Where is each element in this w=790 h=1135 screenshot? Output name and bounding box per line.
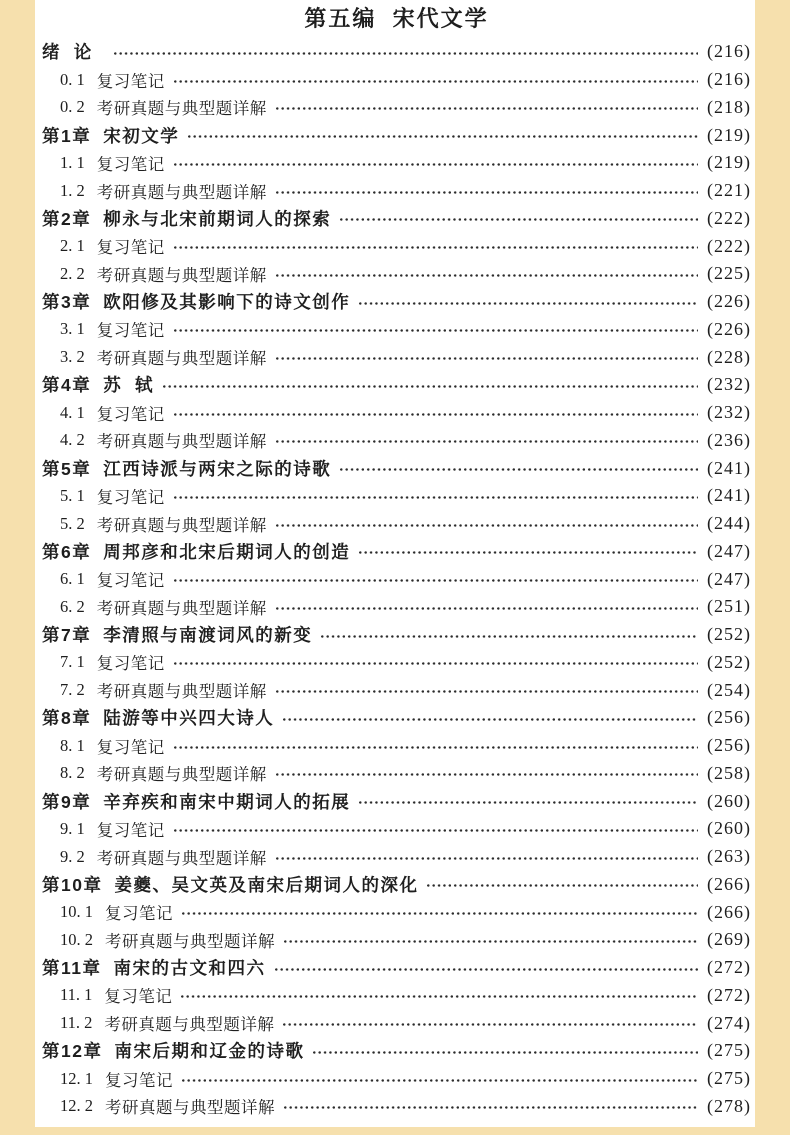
entry-page-number: (222) <box>707 235 751 256</box>
entry-number: 第5章 <box>42 458 92 479</box>
toc-row-chapter <box>42 38 751 66</box>
entry-title: 考研真题与典型题详解 <box>96 682 267 702</box>
dot-leader <box>276 857 698 860</box>
dot-leader <box>321 635 698 638</box>
dot-leader <box>276 773 698 776</box>
toc-row-section <box>42 399 751 427</box>
entry-number: 第9章 <box>42 791 92 812</box>
entry-title: 考研真题与典型题详解 <box>96 515 267 535</box>
toc-row-chapter <box>42 1037 751 1065</box>
entry-number: 第7章 <box>42 625 92 646</box>
toc-row-section <box>42 676 751 704</box>
entry-page-number: (260) <box>707 790 751 811</box>
page-edge-left <box>0 0 35 1135</box>
toc-row-section <box>42 94 751 122</box>
entry-page-number: (251) <box>707 596 751 617</box>
entry-page-number: (241) <box>707 457 751 478</box>
entry-number: 11. 1 <box>60 985 93 1005</box>
dot-leader <box>174 829 698 832</box>
dot-leader <box>174 80 698 83</box>
entry-page-number: (241) <box>707 485 751 506</box>
dot-leader <box>174 496 698 499</box>
entry-title: 复习笔记 <box>96 487 165 507</box>
dot-leader <box>174 163 698 166</box>
toc-row-section <box>42 593 751 621</box>
entry-page-number: (278) <box>707 1095 751 1116</box>
entry-page-number: (219) <box>707 152 751 173</box>
entry-number: 12. 1 <box>60 1068 93 1088</box>
toc-row-section <box>42 898 751 926</box>
dot-leader <box>174 579 698 582</box>
entry-page-number: (236) <box>707 429 751 450</box>
toc-row-section <box>42 1093 751 1121</box>
entry-title: 辛弃疾和南宋中期词人的拓展 <box>103 791 351 812</box>
toc-row-section <box>42 260 751 288</box>
entry-number: 1. 1 <box>60 152 85 172</box>
entry-number: 6. 2 <box>60 596 85 616</box>
dot-leader <box>359 801 698 804</box>
entry-title: 考研真题与典型题详解 <box>96 432 267 452</box>
entry-page-number: (272) <box>707 957 751 978</box>
entry-title: 复习笔记 <box>96 404 165 424</box>
entry-number: 第3章 <box>42 292 92 313</box>
part-title: 第五编 宋代文学 <box>304 6 489 31</box>
dot-leader <box>276 274 698 277</box>
entry-number: 5. 2 <box>60 513 85 533</box>
toc-row-chapter <box>42 954 751 982</box>
entry-title: 考研真题与典型题详解 <box>96 99 267 119</box>
toc-row-chapter <box>42 121 751 149</box>
entry-title: 复习笔记 <box>96 820 165 840</box>
entry-page-number: (266) <box>707 901 751 922</box>
entry-page-number: (225) <box>707 263 751 284</box>
toc-row-section <box>42 1065 751 1093</box>
toc-row-section <box>42 510 751 538</box>
toc-row-section <box>42 649 751 677</box>
entry-title: 考研真题与典型题详解 <box>104 1015 275 1035</box>
entry-number: 第11章 <box>42 958 102 979</box>
page-edge-right <box>755 0 790 1135</box>
toc-row-section <box>42 149 751 177</box>
entry-page-number: (256) <box>707 707 751 728</box>
dot-leader <box>182 912 698 915</box>
entry-number: 6. 1 <box>60 569 85 589</box>
toc-row-chapter <box>42 371 751 399</box>
entry-number: 0. 1 <box>60 69 85 89</box>
entry-title: 考研真题与典型题详解 <box>96 349 267 369</box>
entry-title: 考研真题与典型题详解 <box>105 931 275 951</box>
entry-number: 第4章 <box>42 375 92 396</box>
entry-page-number: (266) <box>707 873 751 894</box>
dot-leader <box>182 1079 698 1082</box>
toc-row-section <box>42 177 751 205</box>
entry-title: 复习笔记 <box>104 987 173 1007</box>
entry-title: 南宋后期和辽金的诗歌 <box>114 1041 305 1062</box>
dot-leader <box>174 746 698 749</box>
entry-page-number: (247) <box>707 568 751 589</box>
toc-row-chapter <box>42 787 751 815</box>
toc-row-section <box>42 316 751 344</box>
entry-title: 考研真题与典型题详解 <box>96 765 267 785</box>
toc-row-section <box>42 232 751 260</box>
entry-page-number: (275) <box>707 1040 751 1061</box>
toc-row-chapter <box>42 704 751 732</box>
entry-number: 0. 2 <box>60 97 85 117</box>
entry-title: 南宋的古文和四六 <box>113 958 266 979</box>
toc-page <box>35 0 755 1127</box>
entry-number: 8. 2 <box>60 763 85 783</box>
entry-page-number: (260) <box>707 818 751 839</box>
entry-number: 4. 1 <box>60 402 85 422</box>
dot-leader <box>163 385 698 388</box>
dot-leader <box>174 329 698 332</box>
entry-page-number: (275) <box>707 1068 751 1089</box>
entry-title: 江西诗派与两宋之际的诗歌 <box>103 458 332 479</box>
entry-number: 第12章 <box>42 1041 103 1062</box>
entry-title: 陆游等中兴四大诗人 <box>103 708 275 729</box>
toc-row-section <box>42 760 751 788</box>
dot-leader <box>284 1106 698 1109</box>
toc-row-chapter <box>42 205 751 233</box>
entry-number: 第10章 <box>42 874 103 895</box>
toc-row-section <box>42 843 751 871</box>
entry-number: 7. 2 <box>60 680 85 700</box>
dot-leader <box>276 690 698 693</box>
toc-row-section <box>42 66 751 94</box>
entry-title: 考研真题与典型题详解 <box>96 182 267 202</box>
entry-title: 考研真题与典型题详解 <box>105 1098 275 1118</box>
entry-page-number: (244) <box>707 513 751 534</box>
toc-row-section <box>42 343 751 371</box>
dot-leader <box>283 1023 698 1026</box>
dot-leader <box>276 357 698 360</box>
entry-title: 复习笔记 <box>96 238 165 258</box>
dot-leader <box>359 551 698 554</box>
entry-page-number: (226) <box>707 318 751 339</box>
toc-row-section <box>42 982 751 1010</box>
entry-title: 考研真题与典型题详解 <box>96 848 267 868</box>
entry-page-number: (247) <box>707 540 751 561</box>
toc-row-chapter <box>42 538 751 566</box>
entry-title: 复习笔记 <box>96 571 165 591</box>
entry-title: 周邦彦和北宋后期词人的创造 <box>103 541 351 562</box>
entry-title: 考研真题与典型题详解 <box>96 598 267 618</box>
dot-leader <box>359 302 698 305</box>
entry-page-number: (269) <box>707 929 751 950</box>
toc-row-chapter <box>42 871 751 899</box>
toc-row-section <box>42 1009 751 1037</box>
entry-page-number: (216) <box>707 69 751 90</box>
dot-leader <box>276 191 698 194</box>
entry-number: 绪 论 <box>42 42 93 63</box>
dot-leader <box>427 884 698 887</box>
dot-leader <box>174 246 698 249</box>
entry-page-number: (258) <box>707 762 751 783</box>
entry-title: 复习笔记 <box>96 71 165 91</box>
entry-page-number: (219) <box>707 124 751 145</box>
dot-leader <box>340 218 698 221</box>
entry-page-number: (232) <box>707 402 751 423</box>
entry-title: 复习笔记 <box>105 904 173 924</box>
entry-title: 李清照与南渡词风的新变 <box>103 625 313 646</box>
dot-leader <box>275 968 699 971</box>
toc-row-section <box>42 427 751 455</box>
toc-row-chapter <box>42 454 751 482</box>
entry-page-number: (228) <box>707 346 751 367</box>
dot-leader <box>340 468 698 471</box>
entry-title: 复习笔记 <box>105 1070 173 1090</box>
entry-number: 8. 1 <box>60 735 85 755</box>
entry-number: 第2章 <box>42 208 92 229</box>
entry-title: 复习笔记 <box>96 737 165 757</box>
entry-page-number: (252) <box>707 624 751 645</box>
entry-title: 柳永与北宋前期词人的探索 <box>103 208 332 229</box>
dot-leader <box>181 995 698 998</box>
entry-number: 第6章 <box>42 541 92 562</box>
toc-row-chapter <box>42 288 751 316</box>
entry-page-number: (216) <box>707 41 751 62</box>
entry-number: 12. 2 <box>60 1096 93 1116</box>
entry-number: 2. 1 <box>60 236 85 256</box>
entry-page-number: (274) <box>707 1012 751 1033</box>
entry-title: 姜夔、吴文英及南宋后期词人的深化 <box>114 874 419 895</box>
dot-leader <box>276 607 698 610</box>
entry-page-number: (221) <box>707 180 751 201</box>
dot-leader <box>283 718 698 721</box>
entry-title: 复习笔记 <box>96 654 165 674</box>
dot-leader <box>174 662 698 665</box>
dot-leader <box>284 940 698 943</box>
dot-leader <box>188 135 698 138</box>
entry-number: 11. 2 <box>60 1013 93 1033</box>
entry-number: 7. 1 <box>60 652 85 672</box>
dot-leader <box>276 107 698 110</box>
entry-page-number: (226) <box>707 291 751 312</box>
entry-page-number: (252) <box>707 651 751 672</box>
page-edge-bottom <box>0 1127 790 1135</box>
dot-leader <box>276 440 698 443</box>
toc-row-chapter <box>42 621 751 649</box>
toc-row-section <box>42 565 751 593</box>
toc-list <box>42 38 751 1120</box>
entry-number: 9. 1 <box>60 818 85 838</box>
entry-title: 苏 轼 <box>103 375 154 396</box>
dot-leader <box>174 413 698 416</box>
entry-page-number: (263) <box>707 846 751 867</box>
entry-page-number: (232) <box>707 374 751 395</box>
entry-page-number: (222) <box>707 207 751 228</box>
entry-number: 第8章 <box>42 708 92 729</box>
entry-title: 欧阳修及其影响下的诗文创作 <box>103 292 351 313</box>
entry-page-number: (254) <box>707 679 751 700</box>
entry-number: 2. 2 <box>60 263 85 283</box>
toc-row-section <box>42 732 751 760</box>
entry-title: 考研真题与典型题详解 <box>96 265 267 285</box>
toc-row-section <box>42 482 751 510</box>
dot-leader <box>114 52 698 55</box>
toc-row-section <box>42 815 751 843</box>
entry-number: 3. 1 <box>60 319 85 339</box>
toc-row-section <box>42 926 751 954</box>
entry-page-number: (218) <box>707 96 751 117</box>
entry-title: 复习笔记 <box>96 154 165 174</box>
entry-title: 宋初文学 <box>103 125 180 146</box>
entry-title: 复习笔记 <box>96 321 165 341</box>
entry-number: 5. 1 <box>60 485 85 505</box>
entry-page-number: (256) <box>707 735 751 756</box>
entry-number: 第1章 <box>42 125 92 146</box>
entry-number: 9. 2 <box>60 846 85 866</box>
dot-leader <box>313 1051 698 1054</box>
entry-number: 4. 2 <box>60 430 85 450</box>
entry-number: 10. 2 <box>60 929 93 949</box>
entry-number: 3. 2 <box>60 347 85 367</box>
dot-leader <box>276 524 698 527</box>
entry-number: 1. 2 <box>60 180 85 200</box>
entry-number: 10. 1 <box>60 902 93 922</box>
entry-page-number: (272) <box>707 984 751 1005</box>
